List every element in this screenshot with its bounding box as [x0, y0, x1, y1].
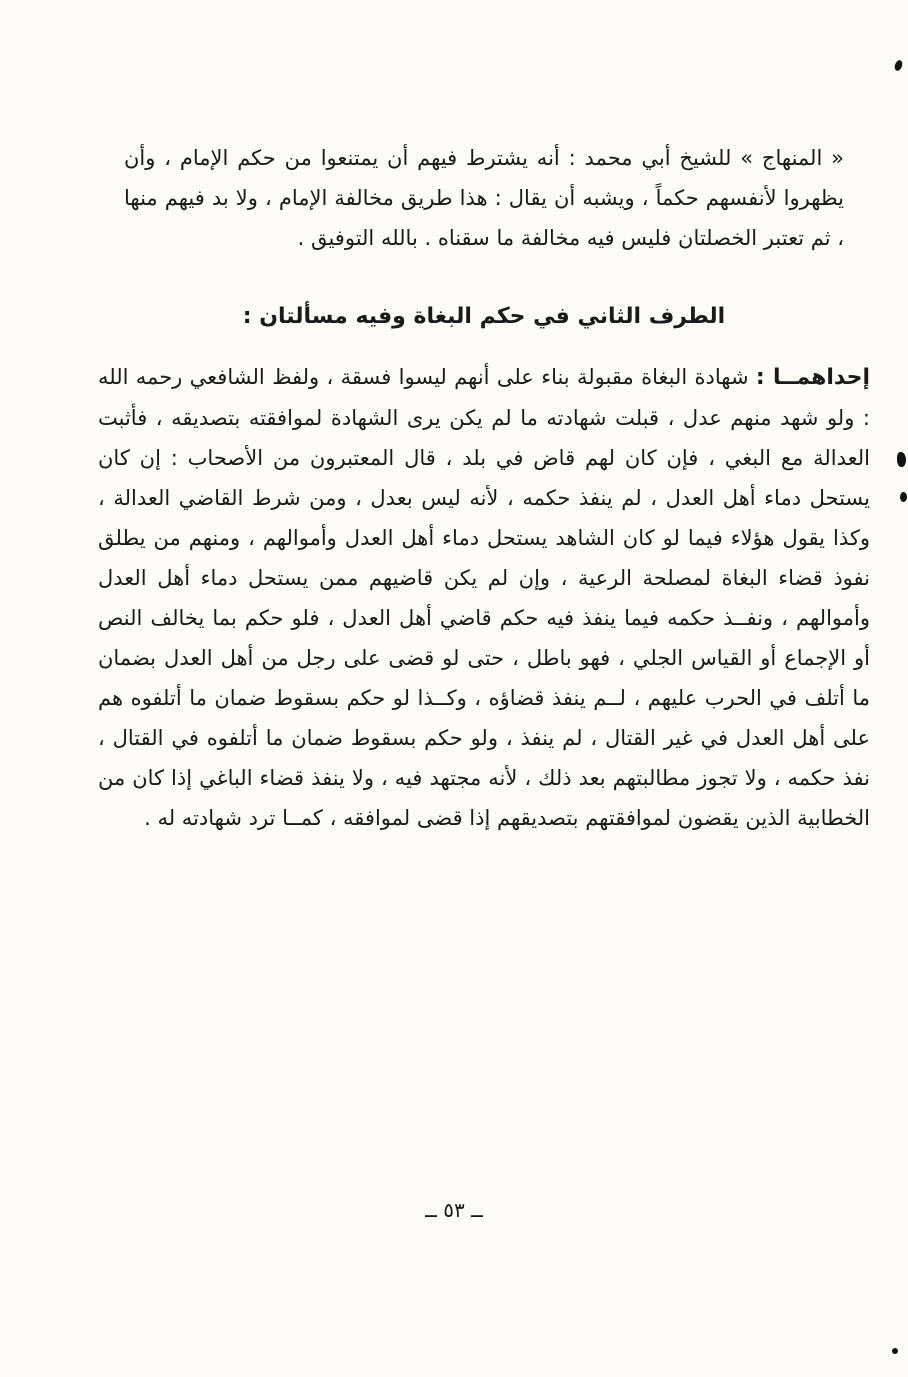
- intro-paragraph: « المنهاج » للشيخ أبي محمد : أنه يشترط فيهم أن يمتنعوا من حكم الإمام ، وأن يظهروا لأنفسهم حكماً ، ويشبه أن يقال : هذا طريق مخالفة الإمام ، ولا بد فيهم منها ، ثم تعتبر الخصلتان فليس فيه مخالفة ما سقناه . بالله التوفيق .: [124, 146, 844, 250]
- page-content: [98, 138, 870, 838]
- page-number: ــ ٥٣ ــ: [425, 1198, 483, 1222]
- lead-word: إحداهمــا :: [755, 365, 870, 390]
- scan-artifact: [900, 492, 907, 502]
- main-paragraph: [98, 357, 870, 838]
- scan-artifact: [893, 59, 903, 72]
- main-paragraph-text: شهادة البغاة مقبولة بناء على أنهم ليسوا فسقة ، ولفظ الشافعي رحمه الله : ولو شهد منهم عدل ، قبلت شهادته ما لم يكن يرى الشهادة لموافقته بتصديقه ، فأثبت العدالة مع البغي ، فإن كان لهم قاض في بلد ، قال المعتبرون من الأصحاب : إن كان يستحل دماء أهل العدل ، لم ينفذ حكمه ، لأنه ليس بعدل ، ومن شرط القاضي العدالة ، وكذا يقول هؤلاء فيما لو كان الشاهد يستحل دماء أهل العدل وأموالهم ، ومنهم من يطلق نفوذ قضاء البغاة لمصلحة الرعية ، وإن لم يكن قاضيهم ممن يستحل دماء أهل العدل وأموالهم ، ونفــذ حكمه فيما ينفذ فيه حكم قاضي أهل العدل ، فلو حكم بما يخالف النص أو الإجماع أو القياس الجلي ، فهو باطل ، حتى لو قضى على رجل من أهل العدل بضمان ما أتلف في الحرب عليهم ، لــم ينفذ قضاؤه ، وكــذا لو حكم بسقوط ضمان ما أتلفوه هم على أهل العدل في غير القتال ، لم ينفذ ، ولو حكم بسقوط ضمان ما أتلفوه في القتال ، نفذ حكمه ، ولا تجوز مطالبتهم بعد ذلك ، لأنه مجتهد فيه ، ولا ينفذ قضاء الباغي إذا كان من الخطابية الذين يقضون لموافقتهم بتصديقهم إذا قضى لموافقه ، كمــا ترد شهادته له .: [98, 365, 870, 830]
- section-heading: الطرف الثاني في حكم البغاة وفيه مسألتان :: [242, 304, 726, 329]
- scan-artifact: [892, 1348, 898, 1354]
- scan-artifact: [897, 452, 906, 467]
